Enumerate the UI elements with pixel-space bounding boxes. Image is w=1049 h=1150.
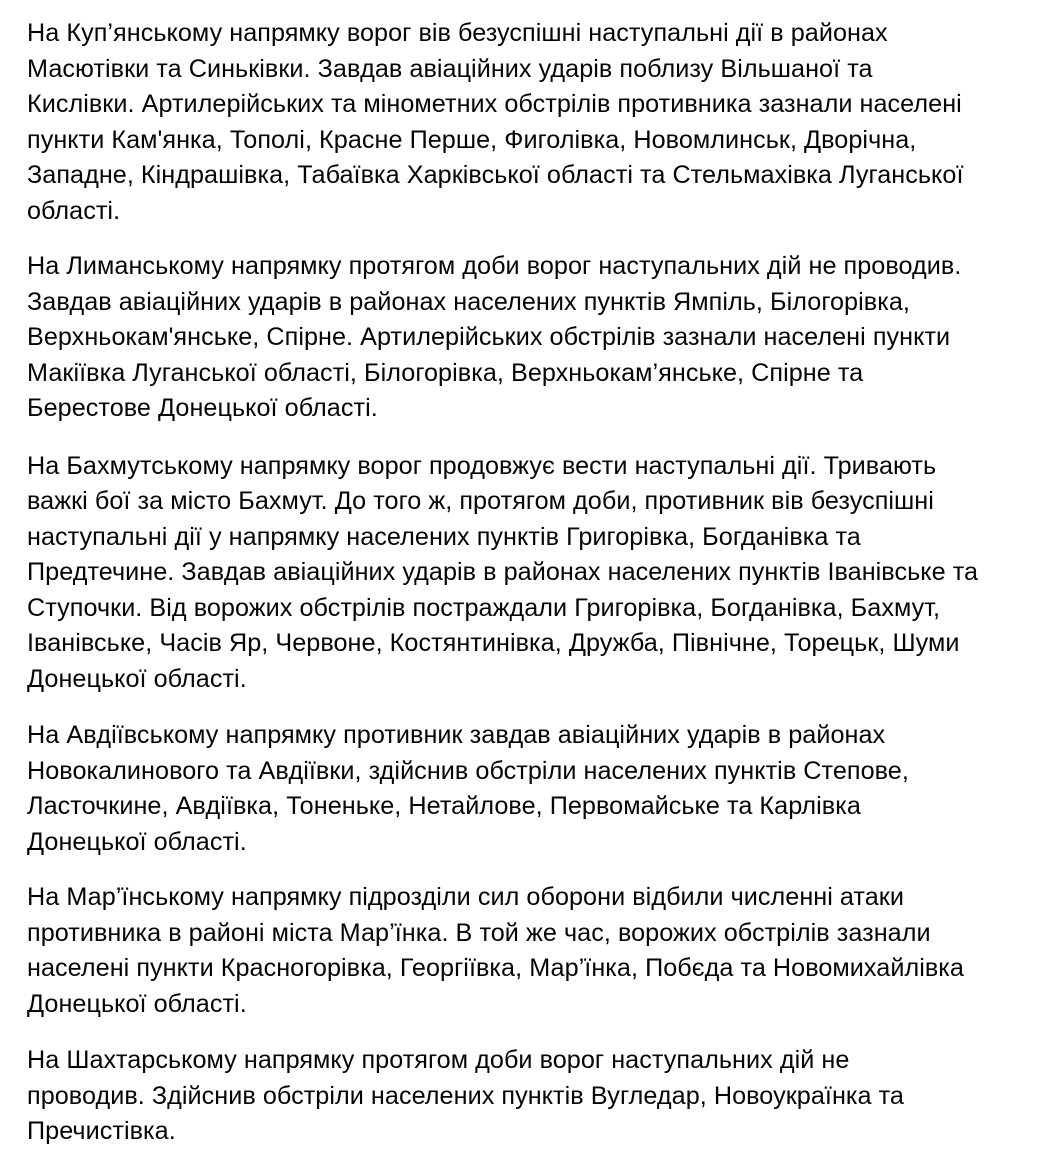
paragraph-avdiivka: На Авдіївському напрямку противник завдав авіаційних ударів в районах Новокалинового та Авдіївки, здійснив обстріли населених пунктів Степове, Ласточкине, Авдіївка, Тоненьке, Нетайлове, Первомайське та Карлівка Донецької області. <box>27 721 909 856</box>
paragraph-lyman: На Лиманському напрямку протягом доби ворог наступальних дій не проводив. Завдав авіаційних ударів в районах населених пунктів Ямпіль, Білогорівка, Верхньокам'янське, Спірне. Артилерійських обстрілів зазнали населені пункти Макіївка Луганської області, Білогорівка, Верхньокам’янське, Спірне та Берестове Донецької області. <box>27 252 962 422</box>
paragraph-kupiansk: На Куп’янському напрямку ворог вів безуспішні наступальні дії в районах Масютівки та Синьківки. Завдав авіаційних ударів поблизу Вільшаної та Кислівки. Артилерійських та мінометних обстрілів противника зазнали населені пункти Кам'янка, Тополі, Красне Перше, Фиголівка, Новомлинськ, Дворічна, Западне, Кіндрашівка, Табаївка Харківської області та Стельмахівка Луганської області. <box>27 19 964 225</box>
paragraph-marinka: На Мар’їнському напрямку підрозділи сил оборони відбили численні атаки противника в районі міста Мар’їнка. В той же час, ворожих обстрілів зазнали населені пункти Красногорівка, Георгіївка, Мар’їнка, Побєда та Новомихайлівка Донецької області. <box>27 883 964 1018</box>
post-body <box>27 16 1037 1150</box>
paragraph-bakhmut: На Бахмутському напрямку ворог продовжує вести наступальні дії. Тривають важкі бої за місто Бахмут. До того ж, протягом доби, противник вів безуспішні наступальні дії у напрямку населених пунктів Григорівка, Богданівка та Предтечине. Завдав авіаційних ударів в районах населених пунктів Іванівське та Ступочки. Від ворожих обстрілів постраждали Григорівка, Богданівка, Бахмут, Іванівське, Часів Яр, Червоне, Костянтинівка, Дружба, Північне, Торецьк, Шуми Донецької області. <box>27 451 979 693</box>
paragraph-shakhtarsk: На Шахтарському напрямку протягом доби ворог наступальних дій не проводив. Здійснив обстріли населених пунктів Вугледар, Новоукраїнка та Пречистівка. <box>27 1046 904 1145</box>
